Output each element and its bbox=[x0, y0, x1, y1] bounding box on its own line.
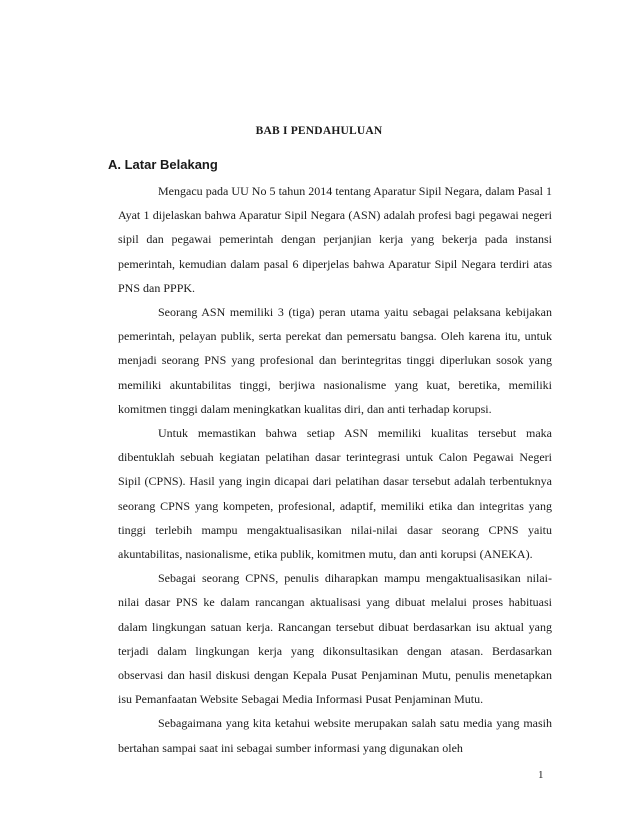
paragraph: Mengacu pada UU No 5 tahun 2014 tentang Aparatur Sipil Negara, dalam Pasal 1 Ayat 1 dijelaskan bahwa Aparatur Sipil Negara (ASN) adalah profesi bagi pegawai negeri sipil dan pegawai pemerintah dengan perjanjian kerja yang bekerja pada instansi pemerintah, kemudian dalam pasal 6 diperjelas bahwa Aparatur Sipil Negara terdiri atas PNS dan PPPK. bbox=[118, 184, 552, 295]
paragraph: Untuk memastikan bahwa setiap ASN memiliki kualitas tersebut maka dibentuklah sebuah kegiatan pelatihan dasar terintegrasi untuk Calon Pegawai Negeri Sipil (CPNS). Hasil yang ingin dicapai dari pelatihan dasar tersebut adalah terbentuknya seorang CPNS yang kompeten, profesional, adaptif, memiliki etika dan integritas yang tinggi terlebih mampu mengaktualisasikan nilai-nilai dasar seorang CPNS yaitu akuntabilitas, nasionalisme, etika publik, komitmen mutu, dan anti korupsi (ANEKA). bbox=[118, 426, 552, 562]
paragraph: Sebagai seorang CPNS, penulis diharapkan mampu mengaktualisasikan nilai-nilai dasar PNS ke dalam rancangan aktualisasi yang dibuat melalui proses habituasi dalam lingkungan satuan kerja. Rancangan tersebut dibuat berdasarkan isu aktual yang terjadi dalam lingkungan kerja yang dikonsultasikan dengan atasan. Berdasarkan observasi dan hasil diskusi dengan Kepala Pusat Penjaminan Mutu, penulis menetapkan isu Pemanfaatan Website Sebagai Media Informasi Pusat Penjaminan Mutu. bbox=[118, 571, 552, 707]
paragraph: Sebagaimana yang kita ketahui website merupakan salah satu media yang masih bertahan sampai saat ini sebagai sumber informasi yang digunakan oleh bbox=[118, 716, 552, 755]
paragraph: Seorang ASN memiliki 3 (tiga) peran utama yaitu sebagai pelaksana kebijakan pemerintah, pelayan publik, serta perekat dan pemersatu bangsa. Oleh karena itu, untuk menjadi seorang PNS yang profesional dan berintegritas tinggi diperlukan sosok yang memiliki akuntabilitas tinggi, berjiwa nasionalisme yang kuat, beretika, memiliki komitmen tinggi dalam meningkatkan kualitas diri, dan anti terhadap korupsi. bbox=[118, 305, 552, 416]
page-number: 1 bbox=[538, 769, 544, 781]
body-text bbox=[118, 179, 552, 760]
chapter-title: BAB I PENDAHULUAN bbox=[255, 125, 383, 137]
section-heading: A. Latar Belakang bbox=[108, 157, 218, 172]
